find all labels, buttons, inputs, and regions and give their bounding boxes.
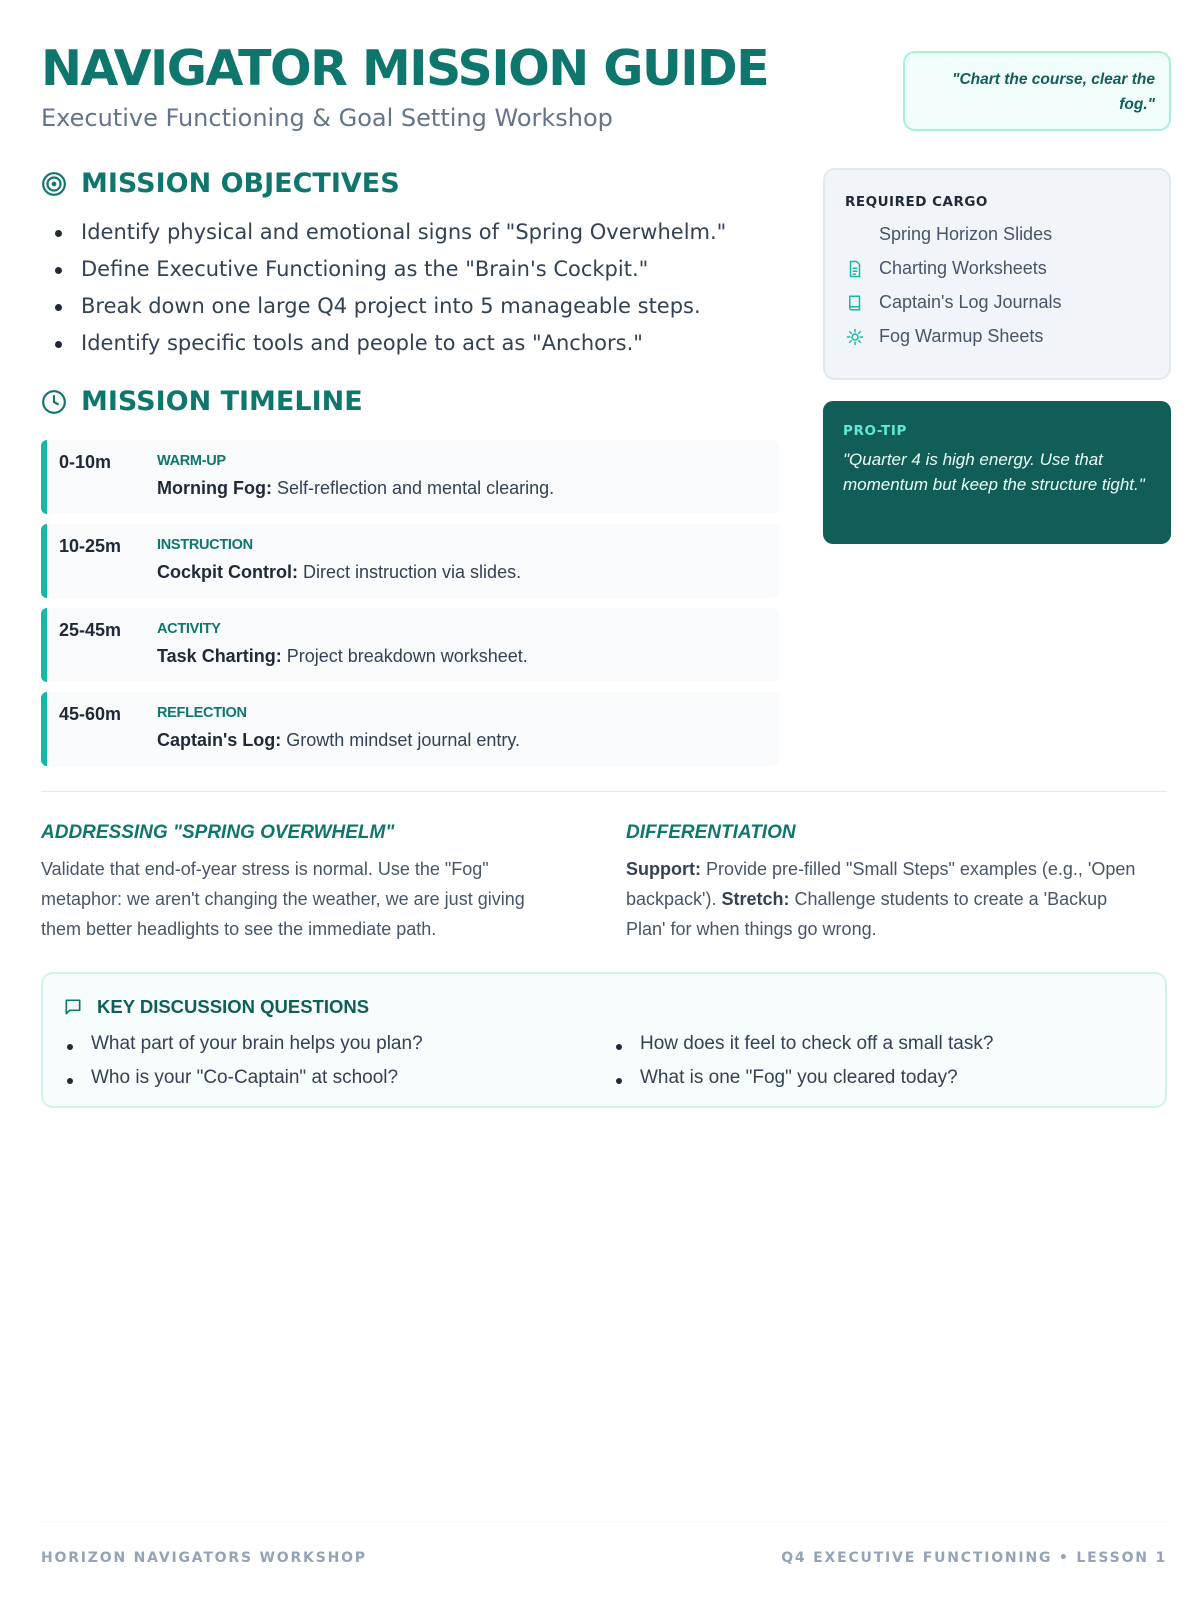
timeline-item [41,440,779,514]
discussion-heading [63,996,369,1018]
overwhelm-section [41,822,561,944]
timeline-text: Self-reflection and mental clearing. [271,478,555,498]
list-item: Define Executive Functioning as the "Brain's Cockpit." [55,251,726,288]
timeline-list [41,440,779,776]
timeline-heading-label: MISSION TIMELINE [81,386,363,417]
required-cargo-card [823,168,1171,380]
stretch-text: Challenge students to create a 'Backup Plan' for when things go wrong. [626,889,1108,939]
timeline-tag: ACTIVITY [157,621,221,637]
timeline-time: 45-60m [59,704,122,724]
page-title: NAVIGATOR MISSION GUIDE [41,40,769,97]
timeline-title: Cockpit Control: [157,562,298,582]
pro-tip-card [823,401,1171,544]
discussion-question: What part of your brain helps you plan? [65,1033,423,1055]
timeline-title: Captain's Log: [157,730,282,750]
cargo-heading: REQUIRED CARGO [845,194,988,210]
timeline-item [41,608,779,682]
timeline-title: Task Charting: [157,646,282,666]
timeline-desc [157,562,521,583]
discussion-question: What is one "Fog" you cleared today? [614,1067,958,1089]
cargo-item [845,292,1062,313]
timeline-desc [157,646,528,667]
target-icon [41,171,67,197]
timeline-item [41,524,779,598]
timeline-time: 25-45m [59,620,122,640]
timeline-tag: INSTRUCTION [157,537,253,553]
discussion-card [41,972,1167,1108]
footer-lesson-label: Q4 EXECUTIVE FUNCTIONING • LESSON 1 [781,1550,1167,1566]
differentiation-text [626,854,1146,944]
lesson-page [41,0,1167,1600]
timeline-desc [157,478,554,499]
cargo-item-label: Captain's Log Journals [879,292,1062,312]
cargo-item [845,326,1043,347]
sun-icon [845,327,865,347]
overwhelm-text: Validate that end-of-year stress is normal. Use the "Fog" metaphor: we aren't changing the weather, we are just giving them better headlights to see the immediate path. [41,859,525,939]
page-subtitle: Executive Functioning & Goal Setting Workshop [41,104,613,132]
cargo-item-label: Spring Horizon Slides [879,224,1053,244]
stretch-label: Stretch: [721,889,790,909]
timeline-tag: REFLECTION [157,705,247,721]
timeline-heading [41,386,363,417]
cargo-item [845,258,1047,279]
timeline-time: 10-25m [59,536,122,556]
document-icon [845,259,865,279]
timeline-desc [157,730,520,751]
discussion-question: How does it feel to check off a small task? [614,1033,993,1055]
list-item: Break down one large Q4 project into 5 manageable steps. [55,288,726,325]
chat-icon [63,997,83,1017]
differentiation-section [626,822,1146,944]
support-text: Provide pre-filled "Small Steps" examples (e.g., 'Open backpack'). [626,859,1136,909]
overwhelm-heading: ADDRESSING "SPRING OVERWHELM" [41,822,395,843]
objectives-heading-label: MISSION OBJECTIVES [81,168,400,199]
list-item: Identify specific tools and people to act as "Anchors." [55,325,726,362]
pro-tip-label: PRO-TIP [843,423,907,439]
section-divider [41,791,1167,792]
differentiation-heading: DIFFERENTIATION [626,822,796,843]
discussion-question: Who is your "Co-Captain" at school? [65,1067,398,1089]
timeline-text: Direct instruction via slides. [298,562,522,582]
discussion-heading-label: KEY DISCUSSION QUESTIONS [97,996,370,1017]
cargo-item-label: Charting Worksheets [879,258,1047,278]
support-label: Support: [626,859,701,879]
timeline-text: Project breakdown worksheet. [281,646,528,666]
footer-divider [41,1521,1167,1522]
objectives-heading [41,168,400,199]
footer-workshop-name: HORIZON NAVIGATORS WORKSHOP [41,1550,367,1566]
objectives-list [55,214,726,362]
pro-tip-text: "Quarter 4 is high energy. Use that momentum but keep the structure tight." [843,450,1145,494]
list-item: Identify physical and emotional signs of "Spring Overwhelm." [55,214,726,251]
clock-icon [41,389,67,415]
cargo-item-label: Fog Warmup Sheets [879,326,1044,346]
timeline-tag: WARM-UP [157,453,226,469]
book-icon [845,293,865,313]
timeline-item [41,692,779,766]
motto-quote: "Chart the course, clear the fog." [903,51,1171,131]
timeline-text: Growth mindset journal entry. [281,730,521,750]
timeline-time: 0-10m [59,452,112,472]
cargo-item [845,224,1052,245]
timeline-title: Morning Fog: [157,478,272,498]
